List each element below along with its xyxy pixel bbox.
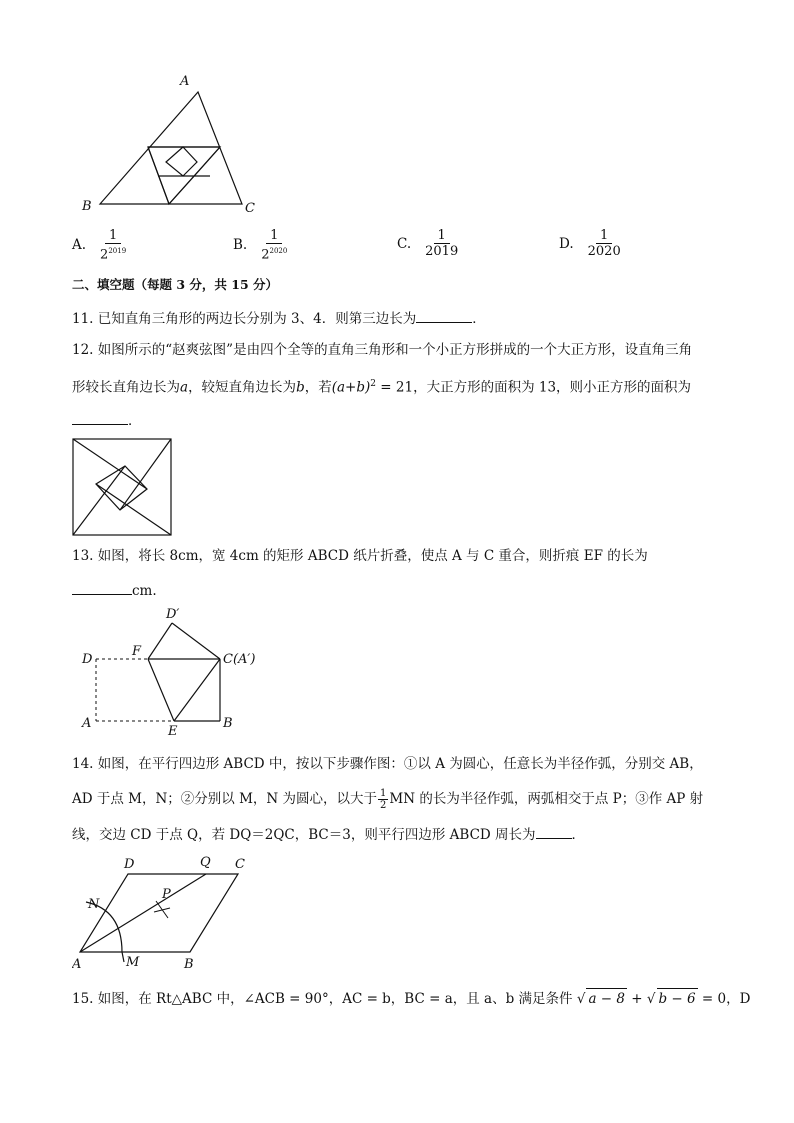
half-fraction: $\frac{1}{2}$: [380, 788, 387, 811]
label-d: D: [124, 857, 135, 872]
choice-a-fraction: $\frac{1}{2^{2019}}$: [100, 228, 127, 263]
choice-c-letter: C.: [397, 235, 412, 252]
label-m: M: [126, 955, 140, 970]
choice-c[interactable]: [397, 228, 462, 259]
root-a-minus-8: a − 8: [586, 988, 627, 1009]
choice-a[interactable]: [72, 228, 130, 262]
choice-b-fraction: $\frac{1}{2^{2020}}$: [261, 228, 288, 263]
question-14-line2: AD 于点 M，N；②分别以 M，N 为圆心，以大于 $\frac{1}{2}$ MN 的长为半径作弧，两弧相交于点 P；③作 AP 射: [72, 788, 704, 811]
label-b: B: [184, 957, 194, 972]
choice-a-letter: A.: [72, 237, 87, 254]
question-14-line1: 14. 如图，在平行四边形 ABCD 中，按以下步骤作图：①以 A 为圆心，任意长为半径作弧，分别交 AB，: [72, 756, 703, 772]
line-ec: [174, 659, 220, 721]
figure-parallelogram: [72, 852, 252, 977]
label-b: B: [223, 716, 233, 731]
label-d: D: [82, 652, 93, 667]
label-n: N: [88, 897, 100, 912]
question-12-line2: 形较长直角边长为a，较短直角边长为b，若$(a+b)^2 = 21$，大正方形的面积为 13，则小正方形的面积为: [72, 379, 692, 396]
label-a: A: [72, 957, 82, 972]
question-15-line1: 15. 如图，在 Rt△ABC 中，∠ACB = 90°，AC = b，BC = a，且 a、b 满足条件 √ a − 8 + √ b − 6 = 0，D: [72, 988, 750, 1009]
crease-fe: [148, 659, 174, 721]
choice-d-fraction: $\frac{1}{2020}$: [587, 228, 621, 259]
label-c: C: [235, 857, 245, 872]
root-b-minus-6: b − 6: [657, 988, 698, 1009]
answer-blank-14[interactable]: [536, 824, 572, 839]
label-c: C: [245, 201, 255, 216]
question-12-answer: ．: [72, 410, 142, 431]
arc-p-2: [154, 908, 170, 912]
outer-square: [73, 439, 171, 535]
figure-zhao-shuang-square: [72, 438, 174, 538]
label-c-aprime: C(A′): [223, 652, 256, 667]
fold-dpc: [172, 623, 220, 659]
diag-2: [120, 439, 171, 510]
label-p: P: [162, 887, 171, 902]
label-a: A: [180, 74, 190, 89]
choice-d-letter: D.: [559, 235, 574, 252]
fold-fdp: [148, 623, 172, 659]
diag-1: [73, 439, 147, 489]
label-b: B: [82, 199, 92, 214]
choice-b[interactable]: [233, 228, 291, 262]
small-square: [96, 466, 147, 510]
question-13-answer: cm.: [72, 580, 157, 601]
question-11: 11. 已知直角三角形的两边长分别为 3、4．则第三边长为 ．: [72, 308, 486, 329]
label-e: E: [168, 724, 178, 735]
answer-blank-11[interactable]: [416, 308, 472, 323]
triangle-abc: [100, 92, 242, 204]
diag-4: [73, 466, 125, 535]
figure-triangle-abc: [70, 70, 270, 220]
question-14-line3: 线，交边 CD 于点 Q，若 DQ＝2QC，BC＝3，则平行四边形 ABCD 周长为 ．: [72, 824, 585, 845]
question-13-line1: 13. 如图，将长 8cm，宽 4cm 的矩形 ABCD 纸片折叠，使点 A 与 C 重合，则折痕 EF 的长为: [72, 548, 648, 564]
choice-d[interactable]: [559, 228, 625, 259]
label-f: F: [132, 644, 142, 659]
parallelogram-abcd: [80, 874, 238, 952]
answer-blank-12[interactable]: [72, 410, 128, 425]
answer-blank-13[interactable]: [72, 580, 132, 595]
figure-folded-rectangle: [72, 605, 272, 735]
inner-diamond: [166, 147, 197, 176]
label-q: Q: [200, 855, 211, 870]
choice-b-letter: B.: [233, 237, 248, 254]
label-a: A: [82, 716, 92, 731]
label-dprime: D′: [166, 607, 180, 622]
section-title: 二、填空题（每题 3 分，共 15 分）: [72, 277, 279, 292]
question-12-line1: 12. 如图所示的“赵爽弦图”是由四个全等的直角三角形和一个小正方形拼成的一个大正方形，设直角三角: [72, 342, 693, 358]
formula-a-plus-b: (a+b): [331, 379, 371, 396]
ray-ap: [80, 874, 206, 952]
choice-c-fraction: $\frac{1}{2019}$: [425, 228, 459, 259]
